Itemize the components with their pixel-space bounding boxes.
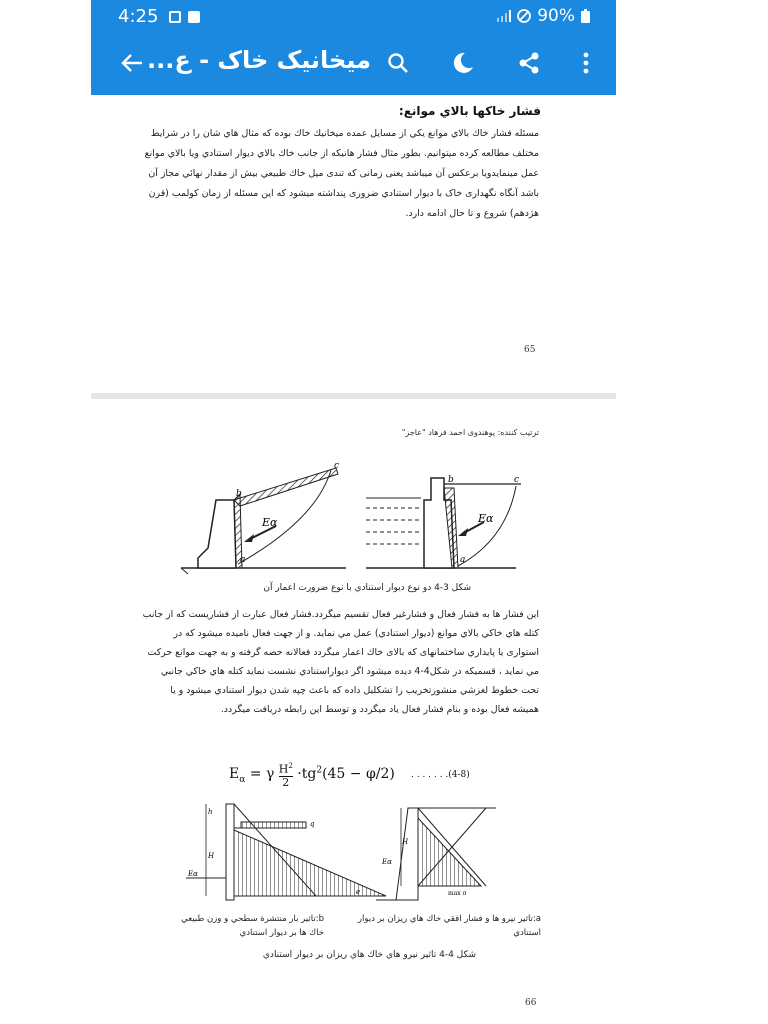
svg-text:b: b <box>448 475 454 485</box>
share-button[interactable] <box>514 48 544 78</box>
soil-pressure-figure <box>186 800 506 910</box>
svg-text:b: b <box>236 489 242 499</box>
back-arrow-icon <box>121 54 143 72</box>
equation-number: . . . . . . .(4-8) <box>411 770 470 780</box>
night-mode-icon <box>451 51 475 75</box>
svg-text:Eα: Eα <box>262 516 278 529</box>
figure-b-diagram <box>186 804 386 900</box>
svg-text:e: e <box>356 888 361 896</box>
svg-text:q: q <box>310 820 315 828</box>
figure-a-diagram <box>376 808 496 900</box>
section-heading: فشار خاکها بالاي موانع: <box>398 104 541 118</box>
toolbar <box>91 38 616 88</box>
more-options-button[interactable] <box>571 48 601 78</box>
page-divider <box>91 393 616 399</box>
app-bar <box>91 0 616 95</box>
battery-icon <box>581 9 590 23</box>
svg-text:a: a <box>240 555 246 565</box>
svg-text:Eα: Eα <box>478 512 494 525</box>
more-vert-icon <box>583 52 589 74</box>
figure-3-4-caption: شكل 3-4 دو نوع ديوار استنادي با نوع ضرورت اعمار آن <box>263 583 471 593</box>
do-not-disturb-icon <box>517 9 531 23</box>
page-number-65: 65 <box>524 345 536 355</box>
author-line: ترتيب كننده: پوهندوى احمد فرهاد "عاجز" <box>401 428 539 437</box>
status-time: 4:25 <box>118 6 159 27</box>
svg-text:c: c <box>514 475 520 485</box>
document-title: میخانیک خاک - ع... <box>146 46 371 74</box>
night-mode-button[interactable] <box>448 48 478 78</box>
svg-text:max σ: max σ <box>448 890 467 897</box>
svg-text:h: h <box>208 808 213 816</box>
right-wall-diagram <box>366 475 521 568</box>
share-icon <box>517 51 541 75</box>
figure-b-label: b:تاثير بار منتشرة سطحي و وزن طبيعي خاك ها بر ديوار استنادي <box>181 914 324 938</box>
retaining-walls-figure <box>176 460 546 575</box>
svg-text:H: H <box>402 838 409 846</box>
svg-text:Eα: Eα <box>382 858 392 866</box>
back-button[interactable] <box>117 48 147 78</box>
svg-text:c: c <box>334 461 340 471</box>
phone-screen <box>91 0 616 1024</box>
search-icon <box>387 52 409 74</box>
page65-paragraph: مسئله فشار خاك بالاي موانع يكي از مسايل عمده ميخانيك خاك بوده كه مثال هاي شان را در شرايط مختلف مطالعه كرده ميتوانيم. بطور مثال فشار هانيكه از جانب خاك بالاي ديوار استنادي ويا بالاي موانع عمل مينمايدويا برعكس آن ميباشد يعنى زمانى كه تندى ميل خاك طبيعي بيش از مقدار نهائي مجاز آن باشد آنگاه نگهداری خاک با ديوار استنادي ضرورى پنداشته ميشود كه اين مسئله از زمان كولمب (قرن هژدهم) شروع و تا حال ادامه دارد. <box>144 128 539 219</box>
svg-text:H: H <box>208 852 215 860</box>
active-pressure-formula: $E_\alpha = \gamma$ $\frac{H^2}{2}$ $\cdot tg^2(45 - \varphi/2)$ <box>229 762 395 789</box>
status-bar <box>91 0 616 34</box>
figure-a-label: a:تاثير نيرو ها و فشار افقي خاك هاي ريزان بر ديوار استنادي <box>357 914 541 938</box>
image-notification-icon <box>169 11 181 23</box>
svg-text:Eα: Eα <box>188 870 198 878</box>
alert-notification-icon <box>188 11 200 23</box>
figure-4-4-caption: شكل 4-4 تاثير نيرو هاي خاك هاي ريزان بر ديوار استنادي <box>262 950 476 960</box>
status-right-group <box>497 6 590 26</box>
left-wall-diagram <box>181 461 346 574</box>
search-button[interactable] <box>383 48 413 78</box>
battery-percentage: 90% <box>537 6 575 26</box>
page66-paragraph: اين فشار ها به فشار فعال و فشارغير فعال تقسيم ميگردد.فشار فعال عبارت از فشاريست كه از جانب كتله هاي خاكي بالاي موانع (ديوار استنادي) عمل مي نمايد. و از جهت فعال ناميده ميشود كه در استوارى يا پايداري ساختمانهاى كه بالاى خاك اعمار ميگردد فعالانه حصه گرفته و به جهت موانع حركت مي نمايد ، قسميكه در شكل4-4 ديده ميشود اگر ديواراستنادي نشست نمايد كتله هاي خاكي جانبي تحت خطوط لغزشي منشورتخريب را تشكليل داده كه باعث چپه شدن ديوار استنادي ميشود و يا هميشه فعال بوده و بنام فشار فعال ياد ميگردد و توسط اين رابطه دريافت ميگردد. <box>142 609 539 715</box>
signal-icon <box>497 10 511 22</box>
svg-text:a: a <box>460 555 466 565</box>
page-number-66: 66 <box>525 998 537 1008</box>
